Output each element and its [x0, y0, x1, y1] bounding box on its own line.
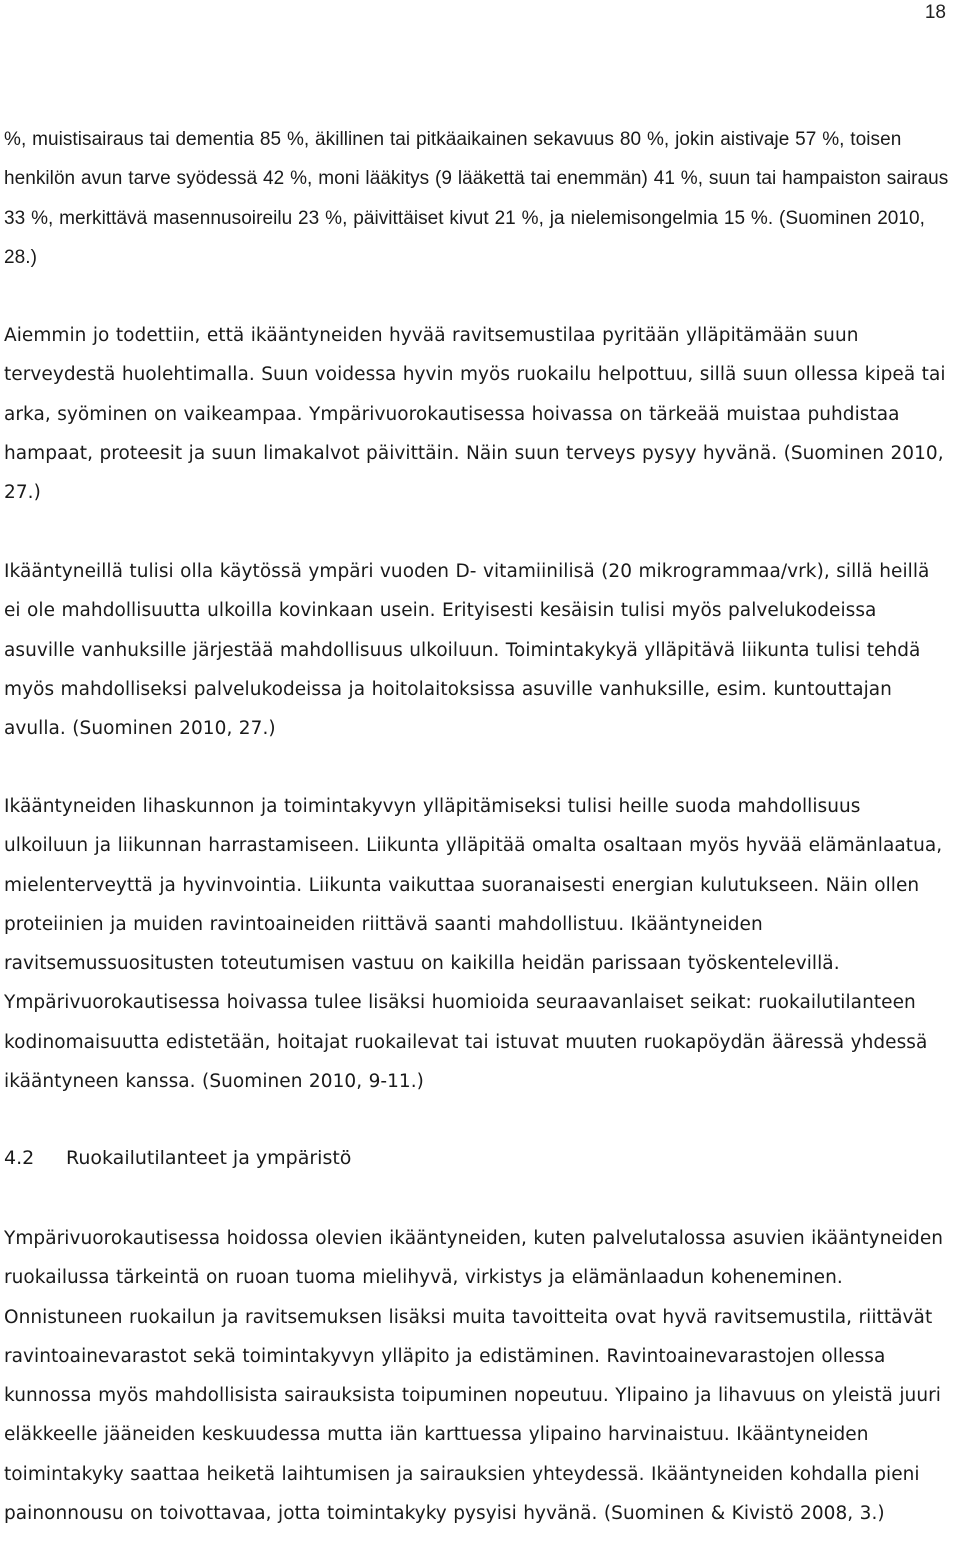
paragraph-statistics: %, muistisairaus tai dementia 85 %, äkillinen tai pitkäaikainen sekavuus 80 %, jokin aistivaje 57 %, toisen henkilön avun tarve syödessä 42 %, moni lääkitys (9 lääkettä tai enemmän) 41 %, suun tai hampaiston sairaus 33 %, merkittävä masennusoireilu 23 %, päivittäiset kivut 21 %, ja nielemisongelmia 15 %. (Suominen 2010, 28.) [4, 129, 949, 268]
paragraph-mealtime-goals: Ympärivuorokautisessa hoidossa olevien ikääntyneiden, kuten palvelutalossa asuvien ikääntyneiden ruokailussa tärkeintä on ruoan tuoma mielihyvä, virkistys ja elämänlaadun koheneminen. Onnistuneen ruokailun ja ravitsemuksen lisäksi muita tavoitteita ovat hyvä ravitsemustila, riittävät ravintoainevarastot sekä toimintakyvyn ylläpito ja edistäminen. Ravintoainevarastojen ollessa kunnossa myös mahdollisista sairauksista toipuminen nopeutuu. Ylipaino ja lihavuus on yleistä juuri eläkkeelle jääneiden keskuudessa mutta iän karttuessa ylipaino harvinaistuu. Ikääntyneiden toimintakyky saattaa heiketä laihtumisen ja sairauksien yhteydessä. Ikääntyneiden kohdalla pieni painonnousu on toivottavaa, jotta toimintakyky pysyisi hyvänä. (Suominen & Kivistö 2008, 3.) [4, 1228, 944, 1525]
section-title: Ruokailutilanteet ja ympäristö [66, 1147, 352, 1169]
paragraph-vitamin-d: Ikääntyneillä tulisi olla käytössä ympäri vuoden D- vitamiinilisä (20 mikrogrammaa/vrk), sillä heillä ei ole mahdollisuutta ulkoilla kovinkaan usein. Erityisesti kesäisin tulisi myös palvelukodeissa asuville vanhuksille järjestää mahdollisuus ulkoiluun. Toimintakykyä ylläpitävä liikunta tulisi tehdä myös mahdolliseksi palvelukodeissa ja hoitolaitoksissa asuville vanhuksille, esim. kuntouttajan avulla. (Suominen 2010, 27.) [4, 561, 930, 740]
paragraph-oral-health: Aiemmin jo todettiin, että ikääntyneiden hyvää ravitsemustilaa pyritään ylläpitämään suun terveydestä huolehtimalla. Suun voidessa hyvin myös ruokailu helpottuu, sillä suun ollessa kipeä tai arka, syöminen on vaikeampaa. Ympärivuorokautisessa hoivassa on tärkeää muistaa puhdistaa hampaat, proteesit ja suun limakalvot päivittäin. Näin suun terveys pysyy hyvänä. (Suominen 2010, 27.) [4, 325, 946, 504]
page-number: 18 [924, 2, 946, 23]
section-number: 4.2 [4, 1147, 35, 1169]
paragraph-exercise: Ikääntyneiden lihaskunnon ja toimintakyvyn ylläpitämiseksi tulisi heille suoda mahdollisuus ulkoiluun ja liikunnan harrastamiseen. Liikunta ylläpitää omalta osaltaan myös hyvää elämänlaatua, mielenterveyttä ja hyvinvointia. Liikunta vaikuttaa suoranaisesti energian kulutukseen. Näin ollen proteiinien ja muiden ravintoaineiden riittävä saanti mahdollistuu. Ikääntyneiden ravitsemussuositusten toteutumisen vastuu on kaikilla heidän parissaan työskentelevillä. Ympärivuorokautisessa hoivassa tulee lisäksi huomioida seuraavanlaiset seikat: ruokailutilanteen kodinomaisuutta edistetään, hoitajat ruokailevat tai istuvat muuten ruokapöydän ääressä yhdessä ikääntyneen kanssa. (Suominen 2010, 9-11.) [4, 796, 943, 1093]
section-heading [4, 1138, 351, 1178]
